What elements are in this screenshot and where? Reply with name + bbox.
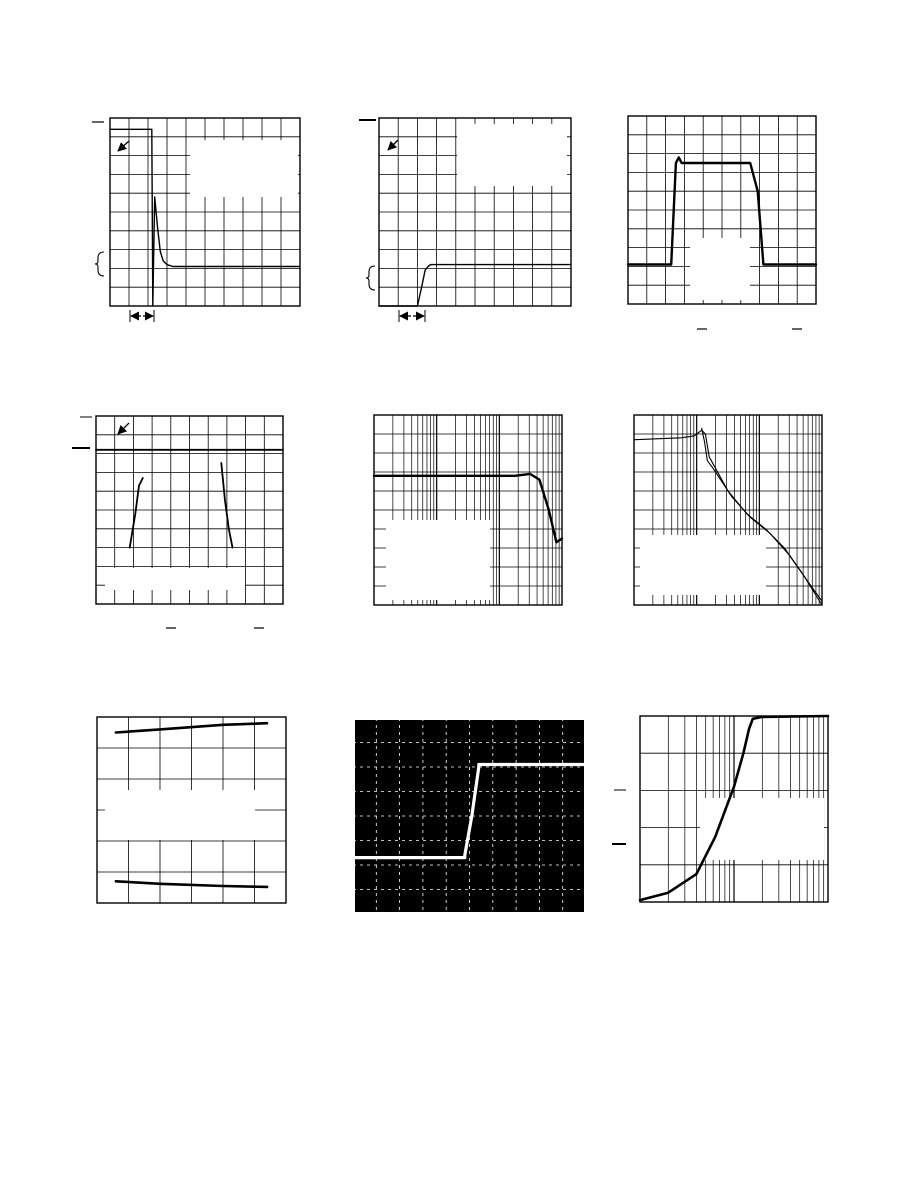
annotation-box [105,790,255,840]
chart-6 [634,415,822,605]
range-brace [95,252,104,276]
range-brace [366,266,375,290]
annotation-box [457,124,567,186]
chart-4 [96,416,283,604]
annotation-box [105,568,245,590]
annotation-box [386,520,490,600]
chart-3 [628,116,816,304]
chart-5 [374,415,562,605]
chart-8 [353,718,586,914]
chart-1 [110,118,300,306]
annotation-box [690,238,750,300]
annotation-box [190,140,298,197]
chart-2 [379,118,571,306]
annotation-box [640,535,766,595]
chart-9 [640,716,828,902]
chart-7 [97,717,286,903]
